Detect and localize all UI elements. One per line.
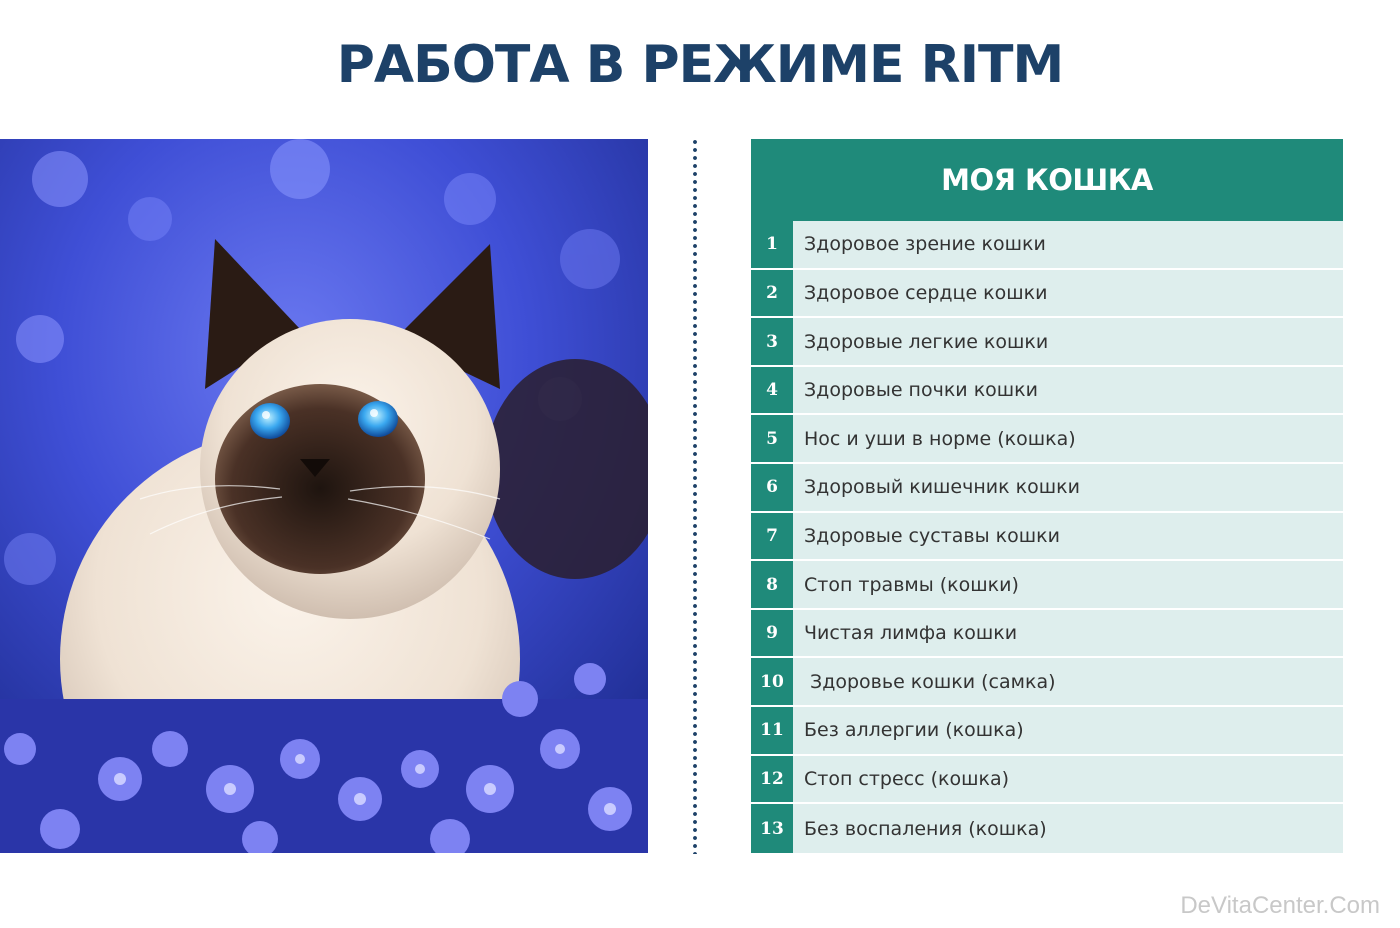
item-number: 6 [751, 464, 793, 511]
list-item [751, 658, 1343, 707]
item-number: 11 [751, 707, 793, 754]
list-item [751, 318, 1343, 367]
list-item [751, 415, 1343, 464]
list-item [751, 610, 1343, 659]
item-number: 10 [751, 658, 793, 705]
list-item [751, 221, 1343, 270]
item-label: Здоровье кошки (самка) [793, 658, 1343, 705]
item-label: Нос и уши в норме (кошка) [793, 415, 1343, 462]
program-list [751, 221, 1343, 853]
list-item [751, 756, 1343, 805]
item-number: 12 [751, 756, 793, 803]
item-label: Стоп стресс (кошка) [793, 756, 1343, 803]
item-label: Здоровые легкие кошки [793, 318, 1343, 365]
item-number: 2 [751, 270, 793, 317]
item-number: 4 [751, 367, 793, 414]
item-number: 3 [751, 318, 793, 365]
page-title: РАБОТА В РЕЖИМЕ RITM [336, 35, 1064, 95]
item-label: Без аллергии (кошка) [793, 707, 1343, 754]
item-number: 13 [751, 804, 793, 853]
list-item [751, 367, 1343, 416]
item-label: Чистая лимфа кошки [793, 610, 1343, 657]
list-item [751, 270, 1343, 319]
item-number: 8 [751, 561, 793, 608]
item-number: 1 [751, 221, 793, 268]
list-item [751, 707, 1343, 756]
cat-photo [0, 139, 648, 853]
my-cat-panel [751, 139, 1343, 853]
watermark: DeVitaCenter.Com [1180, 892, 1380, 919]
list-item [751, 464, 1343, 513]
list-item [751, 804, 1343, 853]
item-label: Стоп травмы (кошки) [793, 561, 1343, 608]
item-label: Здоровые почки кошки [793, 367, 1343, 414]
item-label: Здоровый кишечник кошки [793, 464, 1343, 511]
item-label: Здоровые суставы кошки [793, 513, 1343, 560]
panel-header: МОЯ КОШКА [751, 139, 1343, 221]
item-label: Без воспаления (кошка) [793, 804, 1343, 853]
item-label: Здоровое сердце кошки [793, 270, 1343, 317]
item-number: 7 [751, 513, 793, 560]
list-item [751, 513, 1343, 562]
dotted-divider [692, 138, 698, 854]
item-number: 5 [751, 415, 793, 462]
list-item [751, 561, 1343, 610]
item-number: 9 [751, 610, 793, 657]
item-label: Здоровое зрение кошки [793, 221, 1343, 268]
